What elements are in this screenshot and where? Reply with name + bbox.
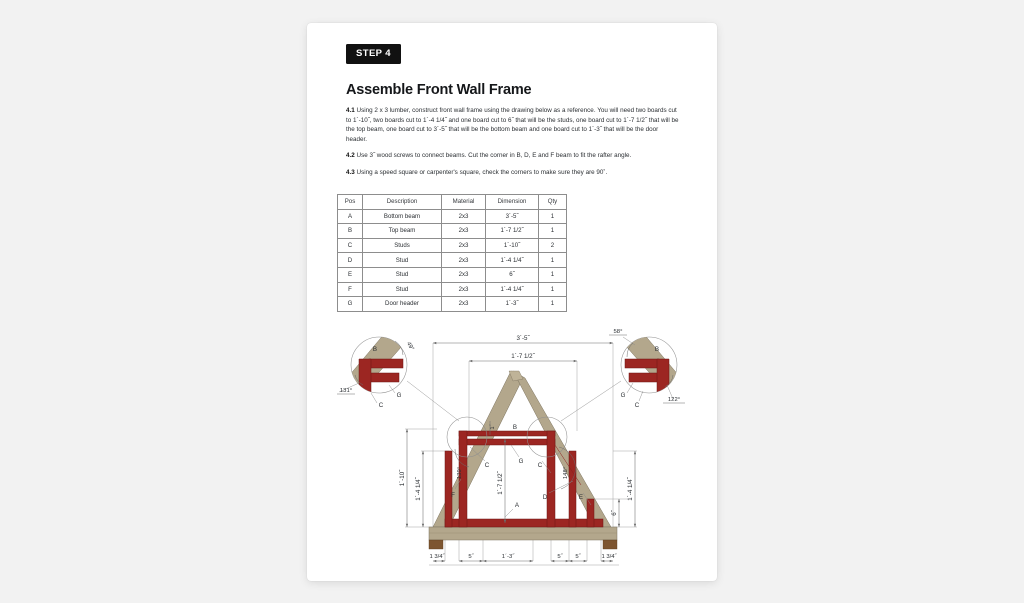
cell-description: Studs [363, 238, 442, 253]
cell-material: 2x3 [442, 209, 486, 224]
angle-main-left: 139° [457, 466, 463, 480]
page-title: Assemble Front Wall Frame [346, 82, 532, 98]
label-main-g: G [518, 458, 524, 465]
right-callout-leader-c [639, 391, 643, 401]
table-row [338, 238, 567, 253]
cell-qty: 1 [539, 267, 567, 282]
right-callout-beam-top [625, 359, 659, 368]
table-row [338, 267, 567, 282]
cell-qty: 1 [539, 224, 567, 239]
table-header-row [338, 195, 567, 210]
cell-material: 2x3 [442, 238, 486, 253]
cell-qty: 1 [539, 297, 567, 312]
cell-pos: G [338, 297, 363, 312]
instruction-text-4-2: Use 3˝ wood screws to connect beams. Cut the corner in B, D, E and F beam to fit the rafter angle. [354, 152, 632, 159]
label-right-callout-c: C [634, 402, 640, 409]
cell-qty: 1 [539, 209, 567, 224]
table-row [338, 253, 567, 268]
member-g-door-header [459, 439, 555, 445]
dim-top-overall: 3´-5˝ [516, 335, 530, 342]
label-left-callout-c: C [378, 402, 384, 409]
label-main-f: F [451, 492, 455, 499]
cell-description: Door header [363, 297, 442, 312]
cell-dimension: 6˝ [486, 267, 539, 282]
instruction-number-4-3: 4.3 [346, 169, 355, 176]
table-row [338, 282, 567, 297]
cell-dimension: 1´-4 1/4˝ [486, 253, 539, 268]
dim-header-gap: 1˝ [490, 424, 496, 430]
left-callout-leader-c [371, 393, 377, 403]
dim-left-inner: 1´-4 1/4˝ [415, 477, 422, 501]
label-right-callout-g: G [620, 392, 626, 399]
cell-description: Bottom beam [363, 209, 442, 224]
member-b-top-beam [459, 431, 555, 436]
dim-left-outer: 1´-10˝ [399, 469, 406, 487]
label-main-d: D [542, 494, 548, 501]
cell-description: Top beam [363, 224, 442, 239]
cell-pos: C [338, 238, 363, 253]
dim-center-vertical: 1´-7 1/2˝ [497, 471, 504, 495]
left-corner-block [429, 540, 443, 549]
right-rafter [513, 371, 611, 527]
dim-right-inner: 6˝ [611, 510, 618, 516]
right-corner-block [603, 540, 617, 549]
label-right-callout-b: B [654, 346, 660, 353]
cell-qty: 1 [539, 282, 567, 297]
column-header-qty: Qty [539, 195, 567, 210]
label-left-callout-b: B [372, 346, 378, 353]
cell-qty: 2 [539, 238, 567, 253]
cell-pos: E [338, 267, 363, 282]
left-detail-callout [337, 333, 459, 421]
dim-right-outer: 1´-4 1/4˝ [627, 477, 634, 501]
right-callout-leader-58 [623, 337, 635, 345]
label-left-callout-g: G [396, 392, 402, 399]
member-e-stud [587, 499, 594, 527]
cell-dimension: 1´-10˝ [486, 238, 539, 253]
cell-dimension: 3´-5˝ [486, 209, 539, 224]
cell-pos: A [338, 209, 363, 224]
instruction-text-4-1: Using 2 x 3 lumber, construct front wall frame using the drawing below as a reference. You will need two boards cut to 1´-10˝, two boards cut to 1´-4 1/4˝ and one board cut to 6˝ that will be the studs, one board cut to 1´-7 1/2˝ that will be the top beam, one board cut to 3´-5˝ that will be the bottom beam and one board cut to 1´-3˝ that will be the door header. [346, 107, 679, 143]
instruction-paragraph-4-2 [346, 151, 679, 161]
cell-dimension: 1´-4 1/4˝ [486, 282, 539, 297]
cell-description: Stud [363, 253, 442, 268]
member-f-stud [445, 451, 452, 527]
column-header-material: Material [442, 195, 486, 210]
cell-material: 2x3 [442, 267, 486, 282]
cell-pos: B [338, 224, 363, 239]
cell-qty: 1 [539, 253, 567, 268]
instruction-text-4-3: Using a speed square or carpenter's square, check the corners to make sure they are 90˚. [354, 169, 608, 176]
column-header-description: Description [363, 195, 442, 210]
cell-pos: D [338, 253, 363, 268]
right-callout-beam-mid [629, 373, 659, 382]
left-callout-beam-mid [369, 373, 399, 382]
document-page [307, 23, 717, 581]
cell-description: Stud [363, 282, 442, 297]
angle-left-callout-inner: 49° [405, 341, 415, 352]
angle-main-right: 148° [563, 466, 569, 480]
table-row [338, 209, 567, 224]
instruction-number-4-2: 4.2 [346, 152, 355, 159]
angle-left-callout-outer: 131° [339, 388, 353, 394]
label-main-c-right: C [537, 462, 543, 469]
technical-drawing [337, 321, 689, 571]
angle-right-callout-top: 58° [613, 329, 623, 335]
angle-right-callout-bottom: 122° [667, 397, 681, 403]
label-main-c-left: C [484, 462, 490, 469]
instruction-number-4-1: 4.1 [346, 107, 355, 114]
dim-bottom-4: 5˝ [557, 554, 563, 560]
frame-elevation-svg [337, 321, 689, 571]
cell-material: 2x3 [442, 224, 486, 239]
sill-plate [429, 527, 617, 540]
instruction-paragraph-4-3 [346, 168, 679, 178]
dim-bottom-5: 5˝ [575, 554, 581, 560]
right-callout-link-line [561, 381, 621, 421]
dim-bottom-6: 1 3/4˝ [601, 554, 617, 560]
step-badge: STEP 4 [346, 44, 401, 64]
cell-description: Stud [363, 267, 442, 282]
cell-material: 2x3 [442, 297, 486, 312]
parts-list-table [337, 194, 567, 312]
member-a-bottom-beam [445, 519, 603, 527]
instruction-paragraph-4-1 [346, 106, 679, 144]
label-main-b: B [512, 424, 518, 431]
dim-bottom-3: 1´-3˝ [501, 554, 515, 560]
member-c-right-stud [547, 431, 555, 527]
left-callout-beam-top [369, 359, 403, 368]
cell-dimension: 1´-7 1/2˝ [486, 224, 539, 239]
dim-bottom-2: 5˝ [468, 554, 474, 560]
cell-pos: F [338, 282, 363, 297]
dim-bottom-1: 1 3/4˝ [429, 554, 445, 560]
dim-top-inner: 1´-7 1/2˝ [511, 353, 535, 360]
cell-dimension: 1´-3˝ [486, 297, 539, 312]
cell-material: 2x3 [442, 282, 486, 297]
label-main-a: A [514, 502, 520, 509]
table-row [338, 224, 567, 239]
cell-material: 2x3 [442, 253, 486, 268]
label-main-e: E [578, 494, 584, 501]
table-row [338, 297, 567, 312]
column-header-dimension: Dimension [486, 195, 539, 210]
column-header-pos: Pos [338, 195, 363, 210]
